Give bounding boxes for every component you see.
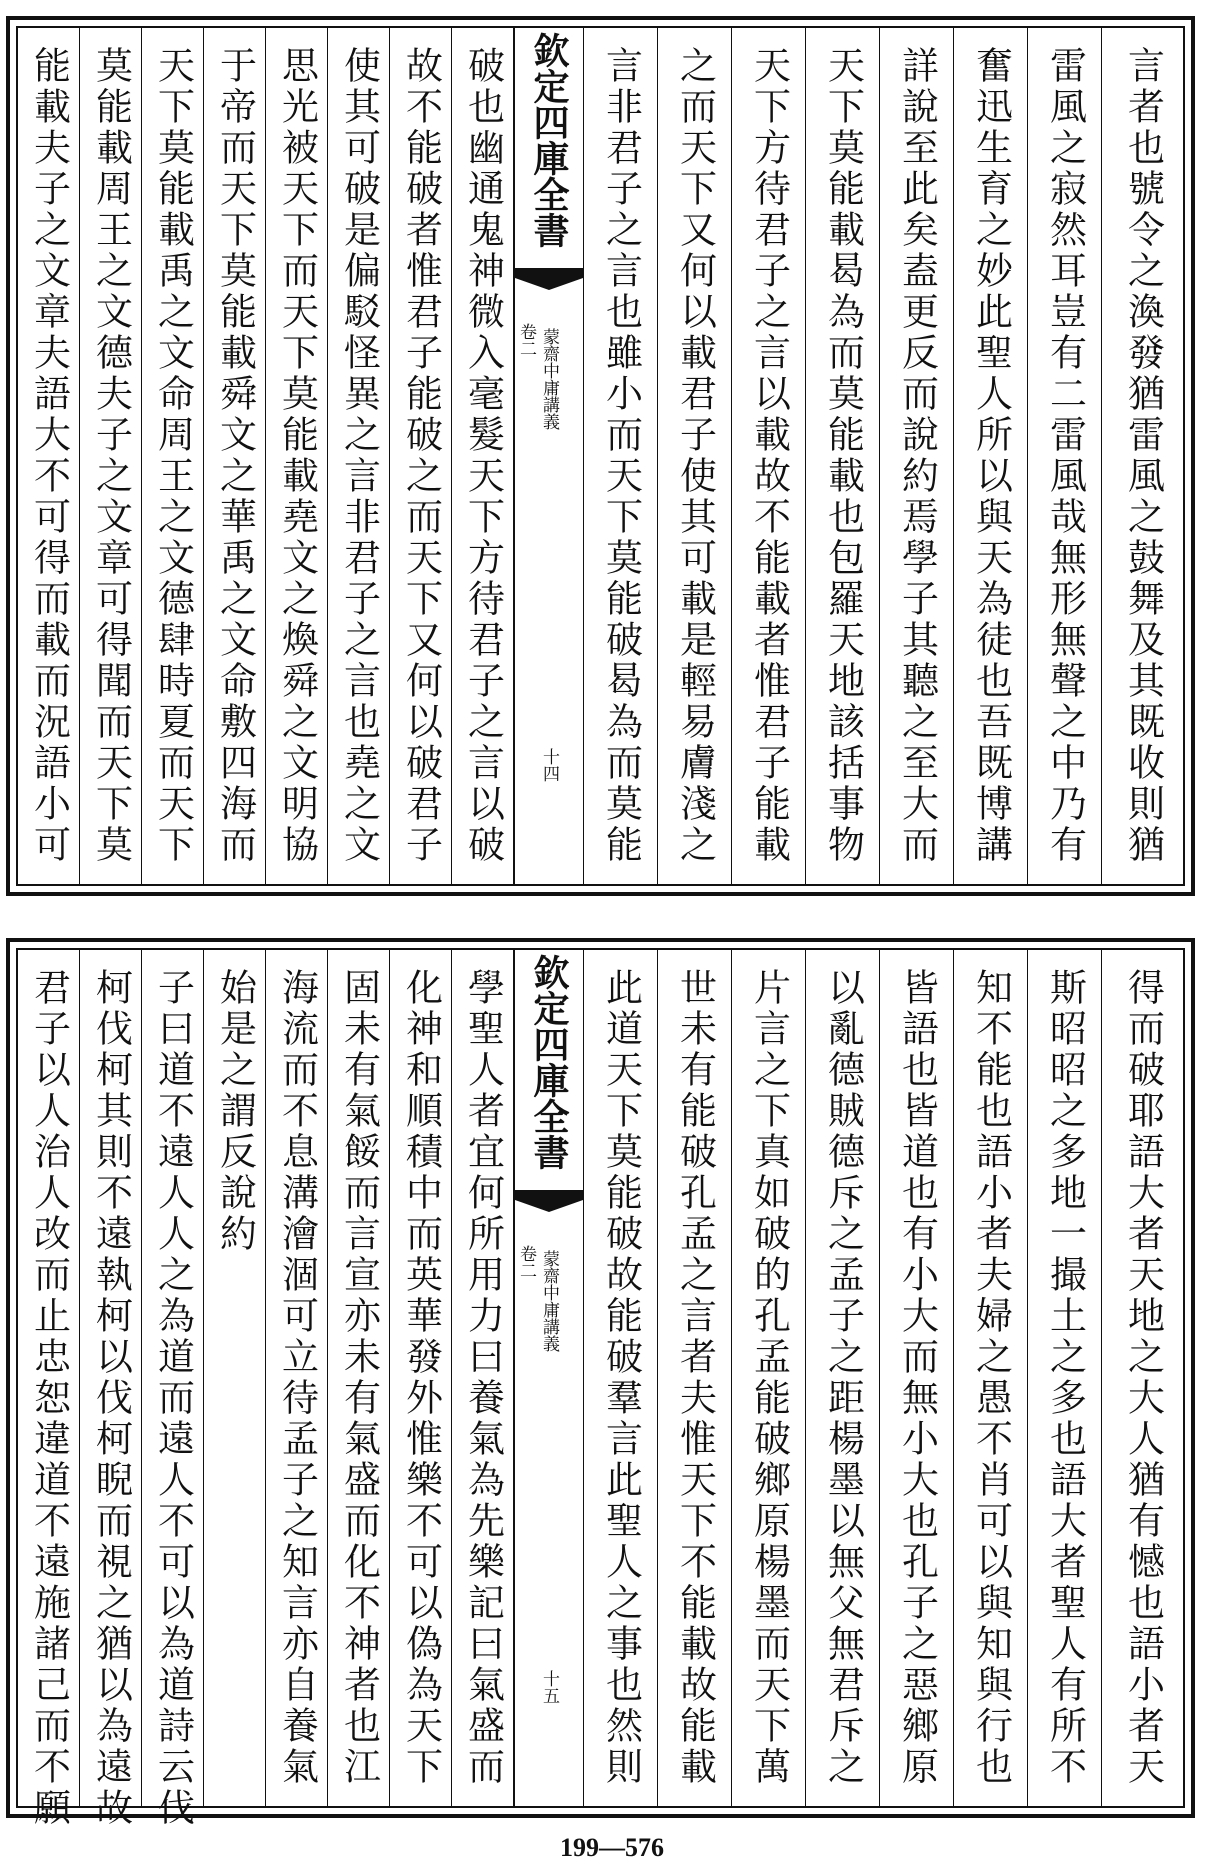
- fishtail-mark: [515, 1190, 583, 1212]
- text-column: [452, 28, 514, 884]
- column-text: 故不能破者惟君子能破之而天下又何以破君子: [399, 46, 443, 866]
- text-column: [658, 28, 732, 884]
- text-column: [142, 28, 204, 884]
- volume-label: 卷二: [516, 1245, 536, 1279]
- text-column: [266, 950, 328, 1806]
- lower-leaf: [6, 938, 1195, 1829]
- column-text: 皆語也皆道也有小大而無小大也孔子之惡鄉原: [895, 968, 939, 1788]
- column-text: 天下方待君子之言以載故不能載者惟君子能載: [747, 46, 791, 866]
- text-column: [1028, 28, 1102, 884]
- column-text: 能載夫子之文章夫語大不可得而載而況語小可: [27, 46, 71, 866]
- upper-leaf: [6, 16, 1195, 896]
- text-column: [954, 950, 1028, 1806]
- column-text: 固未有氣餒而言宣亦未有氣盛而化不神者也江: [337, 968, 381, 1788]
- column-text: 思光被天下而天下莫能載堯文之煥舜之文明協: [275, 46, 319, 866]
- text-column: [880, 28, 954, 884]
- text-column: [452, 950, 514, 1806]
- column-text: 子曰道不遠人人之為道而遠人不可以為道詩云伐: [151, 968, 195, 1829]
- text-column: [584, 950, 658, 1806]
- column-text: 斯昭昭之多地一撮土之多也語大者聖人有所不: [1043, 968, 1087, 1788]
- text-column: [390, 950, 452, 1806]
- text-column: [18, 950, 80, 1829]
- text-column: [880, 950, 954, 1806]
- text-column: [806, 950, 880, 1806]
- text-column: [658, 950, 732, 1806]
- column-text: 得而破耶語大者天地之大人猶有憾也語小者天: [1121, 968, 1165, 1788]
- column-text: 莫能載周王之文德夫子之文章可得聞而天下莫: [89, 46, 133, 866]
- text-column: [584, 28, 658, 884]
- upper-leaf-frame: [16, 26, 1185, 886]
- column-text: 破也幽通鬼神微入毫髮天下方待君子之言以破: [461, 46, 505, 866]
- column-text: 于帝而天下莫能載舜文之華禹之文命敷四海而: [213, 46, 257, 866]
- text-column: [1028, 950, 1102, 1806]
- text-column: [328, 28, 390, 884]
- column-text: 海流而不息溝澮涸可立待孟子之知言亦自養氣: [275, 968, 319, 1788]
- text-column: [1102, 950, 1183, 1806]
- series-title: 蒙齋中庸講義: [539, 1250, 559, 1352]
- text-column: [732, 28, 806, 884]
- column-text: 天下莫能載曷為而莫能載也包羅天地該括事物: [821, 46, 865, 866]
- text-column: [328, 950, 390, 1806]
- text-column: [80, 950, 142, 1829]
- text-column: [204, 950, 266, 1806]
- page-number: 199—576: [560, 1833, 664, 1862]
- column-text: 柯伐柯其則不遠執柯以伐柯睨而視之猶以為遠故: [89, 968, 133, 1829]
- column-text: 化神和順積中而英華發外惟樂不可以偽為天下: [399, 968, 443, 1788]
- text-column: [732, 950, 806, 1806]
- text-column: [806, 28, 880, 884]
- book-title: 欽定四庫全書: [528, 954, 570, 1170]
- column-text: 君子以人治人改而止忠恕違道不遠施諸己而不願: [27, 968, 71, 1829]
- lower-leaf-frame: [16, 948, 1185, 1829]
- column-text: 此道天下莫能破故能破羣言此聖人之事也然則: [599, 968, 643, 1788]
- folio-number: 十五: [539, 1670, 559, 1704]
- column-text: 以亂德賊德斥之孟子之距楊墨以無父無君斥之: [821, 968, 865, 1788]
- column-text: 之而天下又何以載君子使其可載是輕易膚淺之: [673, 46, 717, 866]
- text-column: [954, 28, 1028, 884]
- column-text: 使其可破是偏駁怪異之言非君子之言也堯之文: [337, 46, 381, 866]
- column-text: 世未有能破孔孟之言者夫惟天下不能載故能載: [673, 968, 717, 1788]
- text-column: [266, 28, 328, 884]
- column-text: 言者也號令之渙發猶雷風之鼓舞及其既收則猶: [1121, 46, 1165, 866]
- column-text: 天下莫能載禹之文命周王之文德肆時夏而天下: [151, 46, 195, 866]
- column-text: 知不能也語小者夫婦之愚不肖可以與知與行也: [969, 968, 1013, 1788]
- center-spine: [514, 28, 584, 884]
- volume-label: 卷二: [516, 323, 536, 357]
- fishtail-mark: [515, 268, 583, 290]
- text-column: [80, 28, 142, 884]
- text-column: [390, 28, 452, 884]
- text-column: [204, 28, 266, 884]
- column-text: 片言之下真如破的孔孟能破鄉原楊墨而天下萬: [747, 968, 791, 1788]
- text-column: [18, 28, 80, 884]
- folio-number: 十四: [539, 748, 559, 782]
- series-title: 蒙齋中庸講義: [539, 328, 559, 430]
- text-column: [142, 950, 204, 1829]
- book-title: 欽定四庫全書: [528, 32, 570, 248]
- column-text: 學聖人者宜何所用力曰養氣為先樂記曰氣盛而: [461, 968, 505, 1788]
- column-text: 始是之謂反說約: [213, 968, 257, 1255]
- center-spine: [514, 950, 584, 1806]
- column-text: 詳說至此矣盍更反而說約焉學子其聽之至大而: [895, 46, 939, 866]
- column-text: 奮迅生育之妙此聖人所以與天為徒也吾既博講: [969, 46, 1013, 866]
- text-column: [1102, 28, 1183, 884]
- column-text: 雷風之寂然耳豈有二雷風哉無形無聲之中乃有: [1043, 46, 1087, 866]
- column-text: 言非君子之言也雖小而天下莫能破曷為而莫能: [599, 46, 643, 866]
